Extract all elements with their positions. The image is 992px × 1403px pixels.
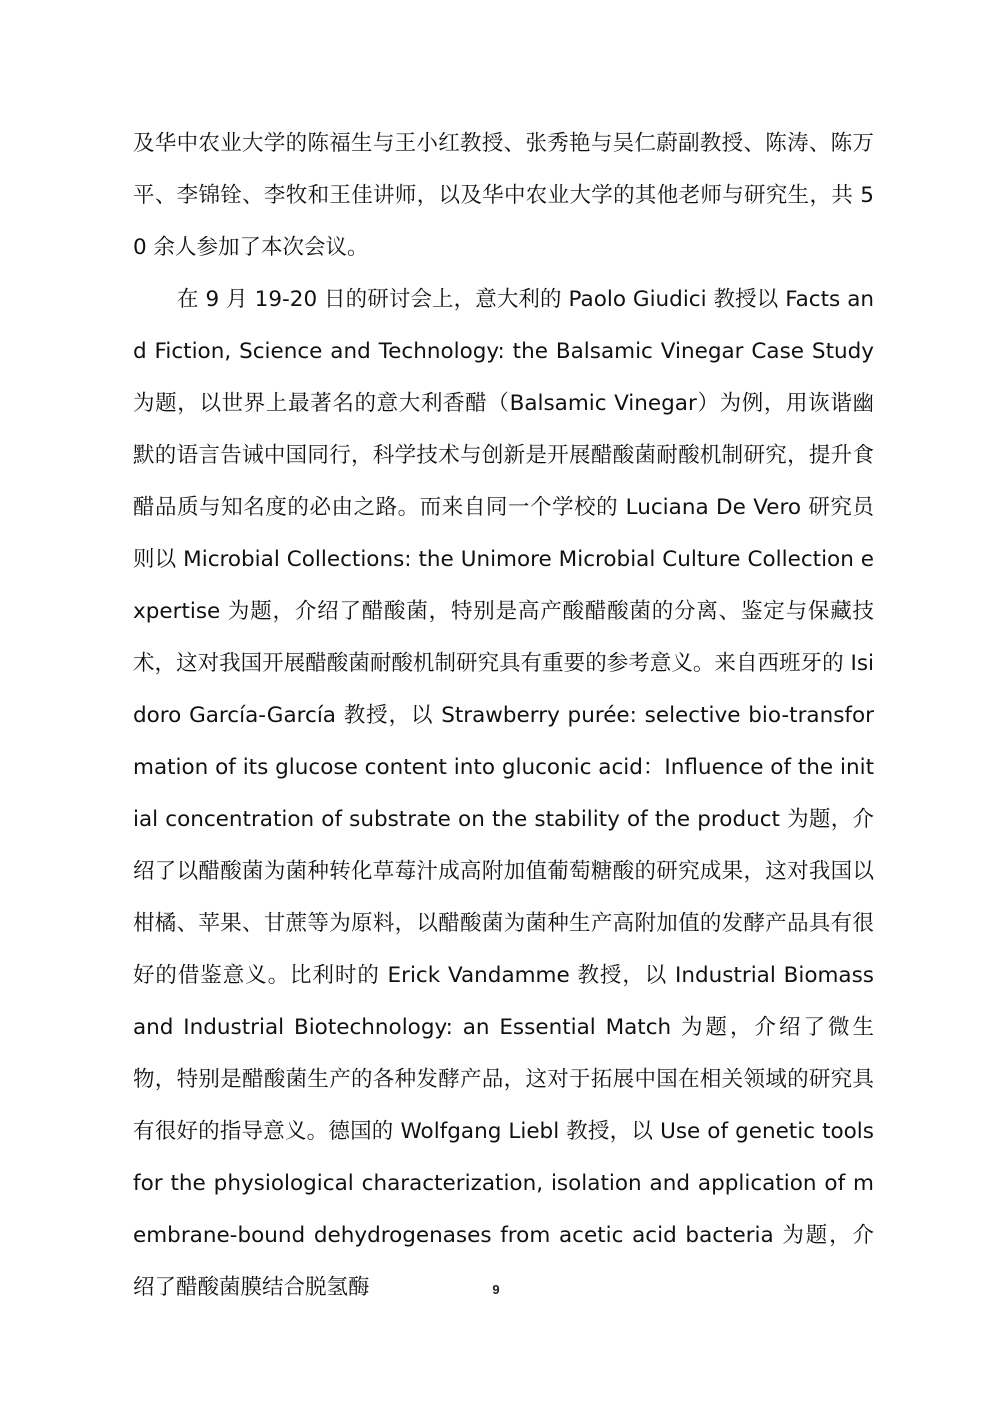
paragraph-seminar-talks: 在 9 月 19-20 日的研讨会上，意大利的 Paolo Giudici 教授以 Facts and Fiction, Science and Technology: the Balsamic Vinegar Case Study 为题，以世界上最著名的意大利香醋（Balsamic Vinegar）为例，用诙谐幽默的语言告诫中国同行，科学技术与创新是开展醋酸菌耐酸机制研究，提升食醋品质与知名度的必由之路。而来自同一个学校的 Luciana De Vero 研究员则以 Microbial Collections: the Unimore Microbial Culture Collection expertise 为题，介绍了醋酸菌，特别是高产酸醋酸菌的分离、鉴定与保藏技术，这对我国开展醋酸菌耐酸机制研究具有重要的参考意义。来自西班牙的 Isidoro García-García 教授，以 Strawberry purée: selective bio-transformation of its glucose content into gluconic acid：Influence of the initial concentration of substrate on the stability of the product 为题，介绍了以醋酸菌为菌种转化草莓汁成高附加值葡萄糖酸的研究成果，这对我国以柑橘、苹果、甘蔗等为原料，以醋酸菌为菌种生产高附加值的发酵产品具有很好的借鉴意义。比利时的 Erick Vandamme 教授，以 Industrial Biomass and Industrial Biotechnology: an Essential Match 为题，介绍了微生物，特别是醋酸菌生产的各种发酵产品，这对于拓展中国在相关领域的研究具有很好的指导意义。德国的 Wolfgang Liebl 教授，以 Use of genetic tools for the physiological characterization, isolation and application of membrane-bound dehydrogenases from acetic acid bacteria 为题，介绍了醋酸菌膜结合脱氢酶: [133, 287, 874, 1300]
page-number: 9: [492, 1282, 500, 1297]
paragraph-attendees: 及华中农业大学的陈福生与王小红教授、张秀艳与吴仁蔚副教授、陈涛、陈万平、李锦铨、李牧和王佳讲师，以及华中农业大学的其他老师与研究生，共 50 余人参加了本次会议。: [133, 131, 874, 260]
document-body: [133, 118, 874, 1314]
